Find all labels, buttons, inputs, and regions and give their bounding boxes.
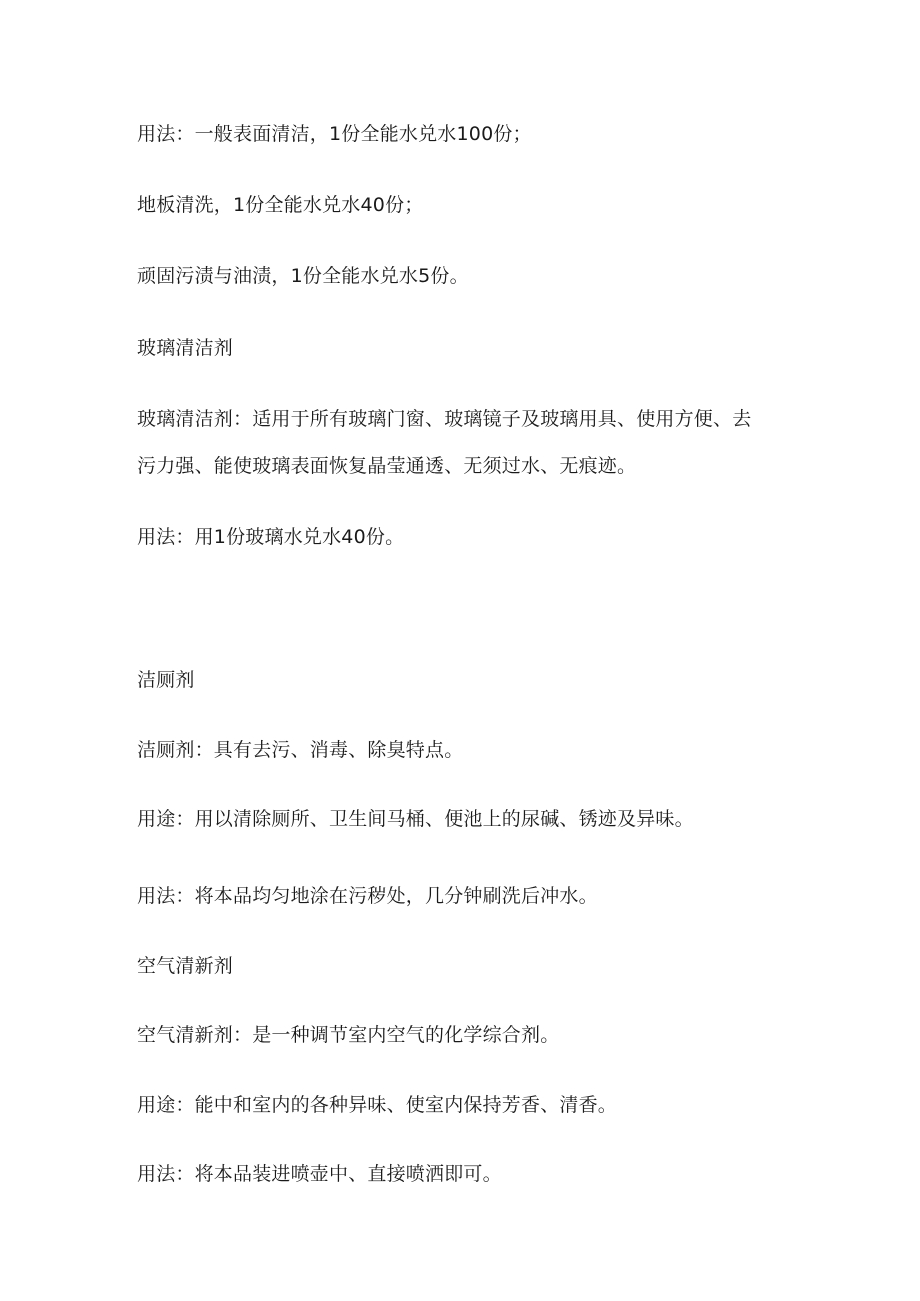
air-freshener-purpose: 用途：能中和室内的各种异味、使室内保持芳香、清香。 [137,1094,618,1116]
toilet-cleaner-usage: 用法：将本品均匀地涂在污秽处，几分钟刷洗后冲水。 [137,885,598,907]
glass-cleaner-description-line1: 玻璃清洁剂：适用于所有玻璃门窗、玻璃镜子及玻璃用具、使用方便、去 [137,408,752,430]
toilet-cleaner-purpose: 用途：用以清除厕所、卫生间马桶、便池上的尿碱、锈迹及异味。 [137,808,694,830]
air-freshener-usage: 用法：将本品装进喷壶中、直接喷洒即可。 [137,1163,502,1185]
air-freshener-description: 空气清新剂：是一种调节室内空气的化学综合剂。 [137,1024,560,1046]
usage-general-cleaning: 用法：一般表面清洁，1份全能水兑水100份； [137,123,532,145]
toilet-cleaner-description: 洁厕剂：具有去污、消毒、除臭特点。 [137,739,464,761]
heading-toilet-cleaner: 洁厕剂 [137,669,195,691]
usage-stubborn-stains: 顽固污渍与油渍，1份全能水兑水5份。 [137,265,469,287]
heading-air-freshener: 空气清新剂 [137,955,234,977]
usage-floor-cleaning: 地板清洗，1份全能水兑水40份； [137,194,424,216]
heading-glass-cleaner: 玻璃清洁剂 [137,337,234,359]
glass-cleaner-description-line2: 污力强、能使玻璃表面恢复晶莹通透、无须过水、无痕迹。 [137,455,637,477]
glass-cleaner-usage: 用法：用1份玻璃水兑水40份。 [137,526,405,548]
